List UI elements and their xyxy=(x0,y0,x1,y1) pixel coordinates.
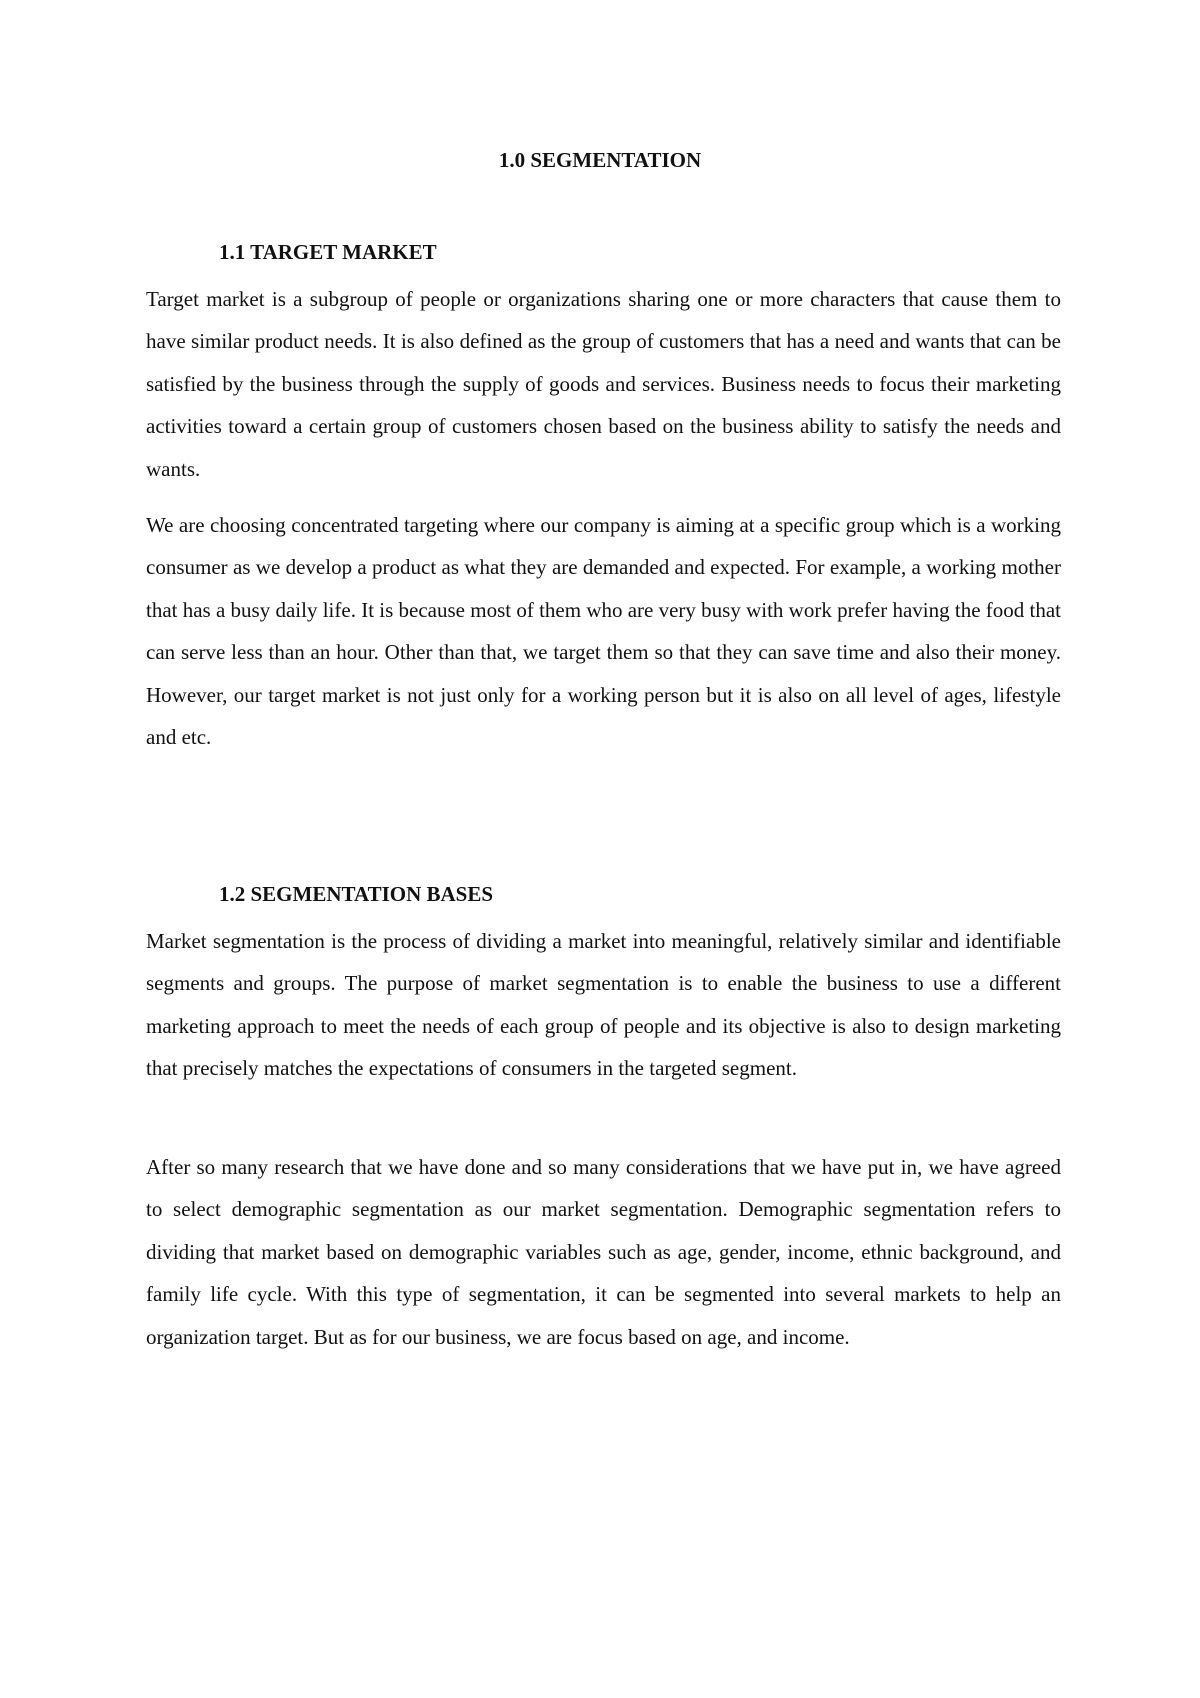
paragraph-concentrated-targeting: We are choosing concentrated targeting where our company is aiming at a specific group which is a working consumer as we develop a product as what they are demanded and expected. For example, a working mother that has a busy daily life. It is because most of them who are very busy with work prefer having the food that can serve less than an hour. Other than that, we target them so that they can save time and also their money. However, our target market is not just only for a working person but it is also on all level of ages, lifestyle and etc. xyxy=(146,513,1062,750)
page-title: 1.0 SEGMENTATION xyxy=(498,148,702,172)
paragraph-market-segmentation-definition: Market segmentation is the process of dividing a market into meaningful, relatively similar and identifiable segments and groups. The purpose of market segmentation is to enable the business to use a different marketing approach to meet the needs of each group of people and its objective is also to design marketing that precisely matches the expectations of consumers in the targeted segment. xyxy=(146,929,1061,1081)
paragraph-target-market-definition: Target market is a subgroup of people or organizations sharing one or more characters that cause them to have similar product needs. It is also defined as the group of customers that has a need and wants that can be satisfied by the business through the supply of goods and services. Business needs to focus their marketing activities toward a certain group of customers chosen based on the business ability to satisfy the needs and wants. xyxy=(146,287,1061,481)
paragraph-demographic-segmentation: After so many research that we have done and so many considerations that we have put in, we have agreed to select demographic segmentation as our market segmentation. Demographic segmentation refers to dividing that market based on demographic variables such as age, gender, income, ethnic background, and family life cycle. With this type of segmentation, it can be segmented into several markets to help an organization target. But as for our business, we are focus based on age, and income. xyxy=(146,1155,1061,1349)
section-heading-target-market: 1.1 TARGET MARKET xyxy=(219,240,437,264)
section-heading-segmentation-bases: 1.2 SEGMENTATION BASES xyxy=(219,882,494,906)
